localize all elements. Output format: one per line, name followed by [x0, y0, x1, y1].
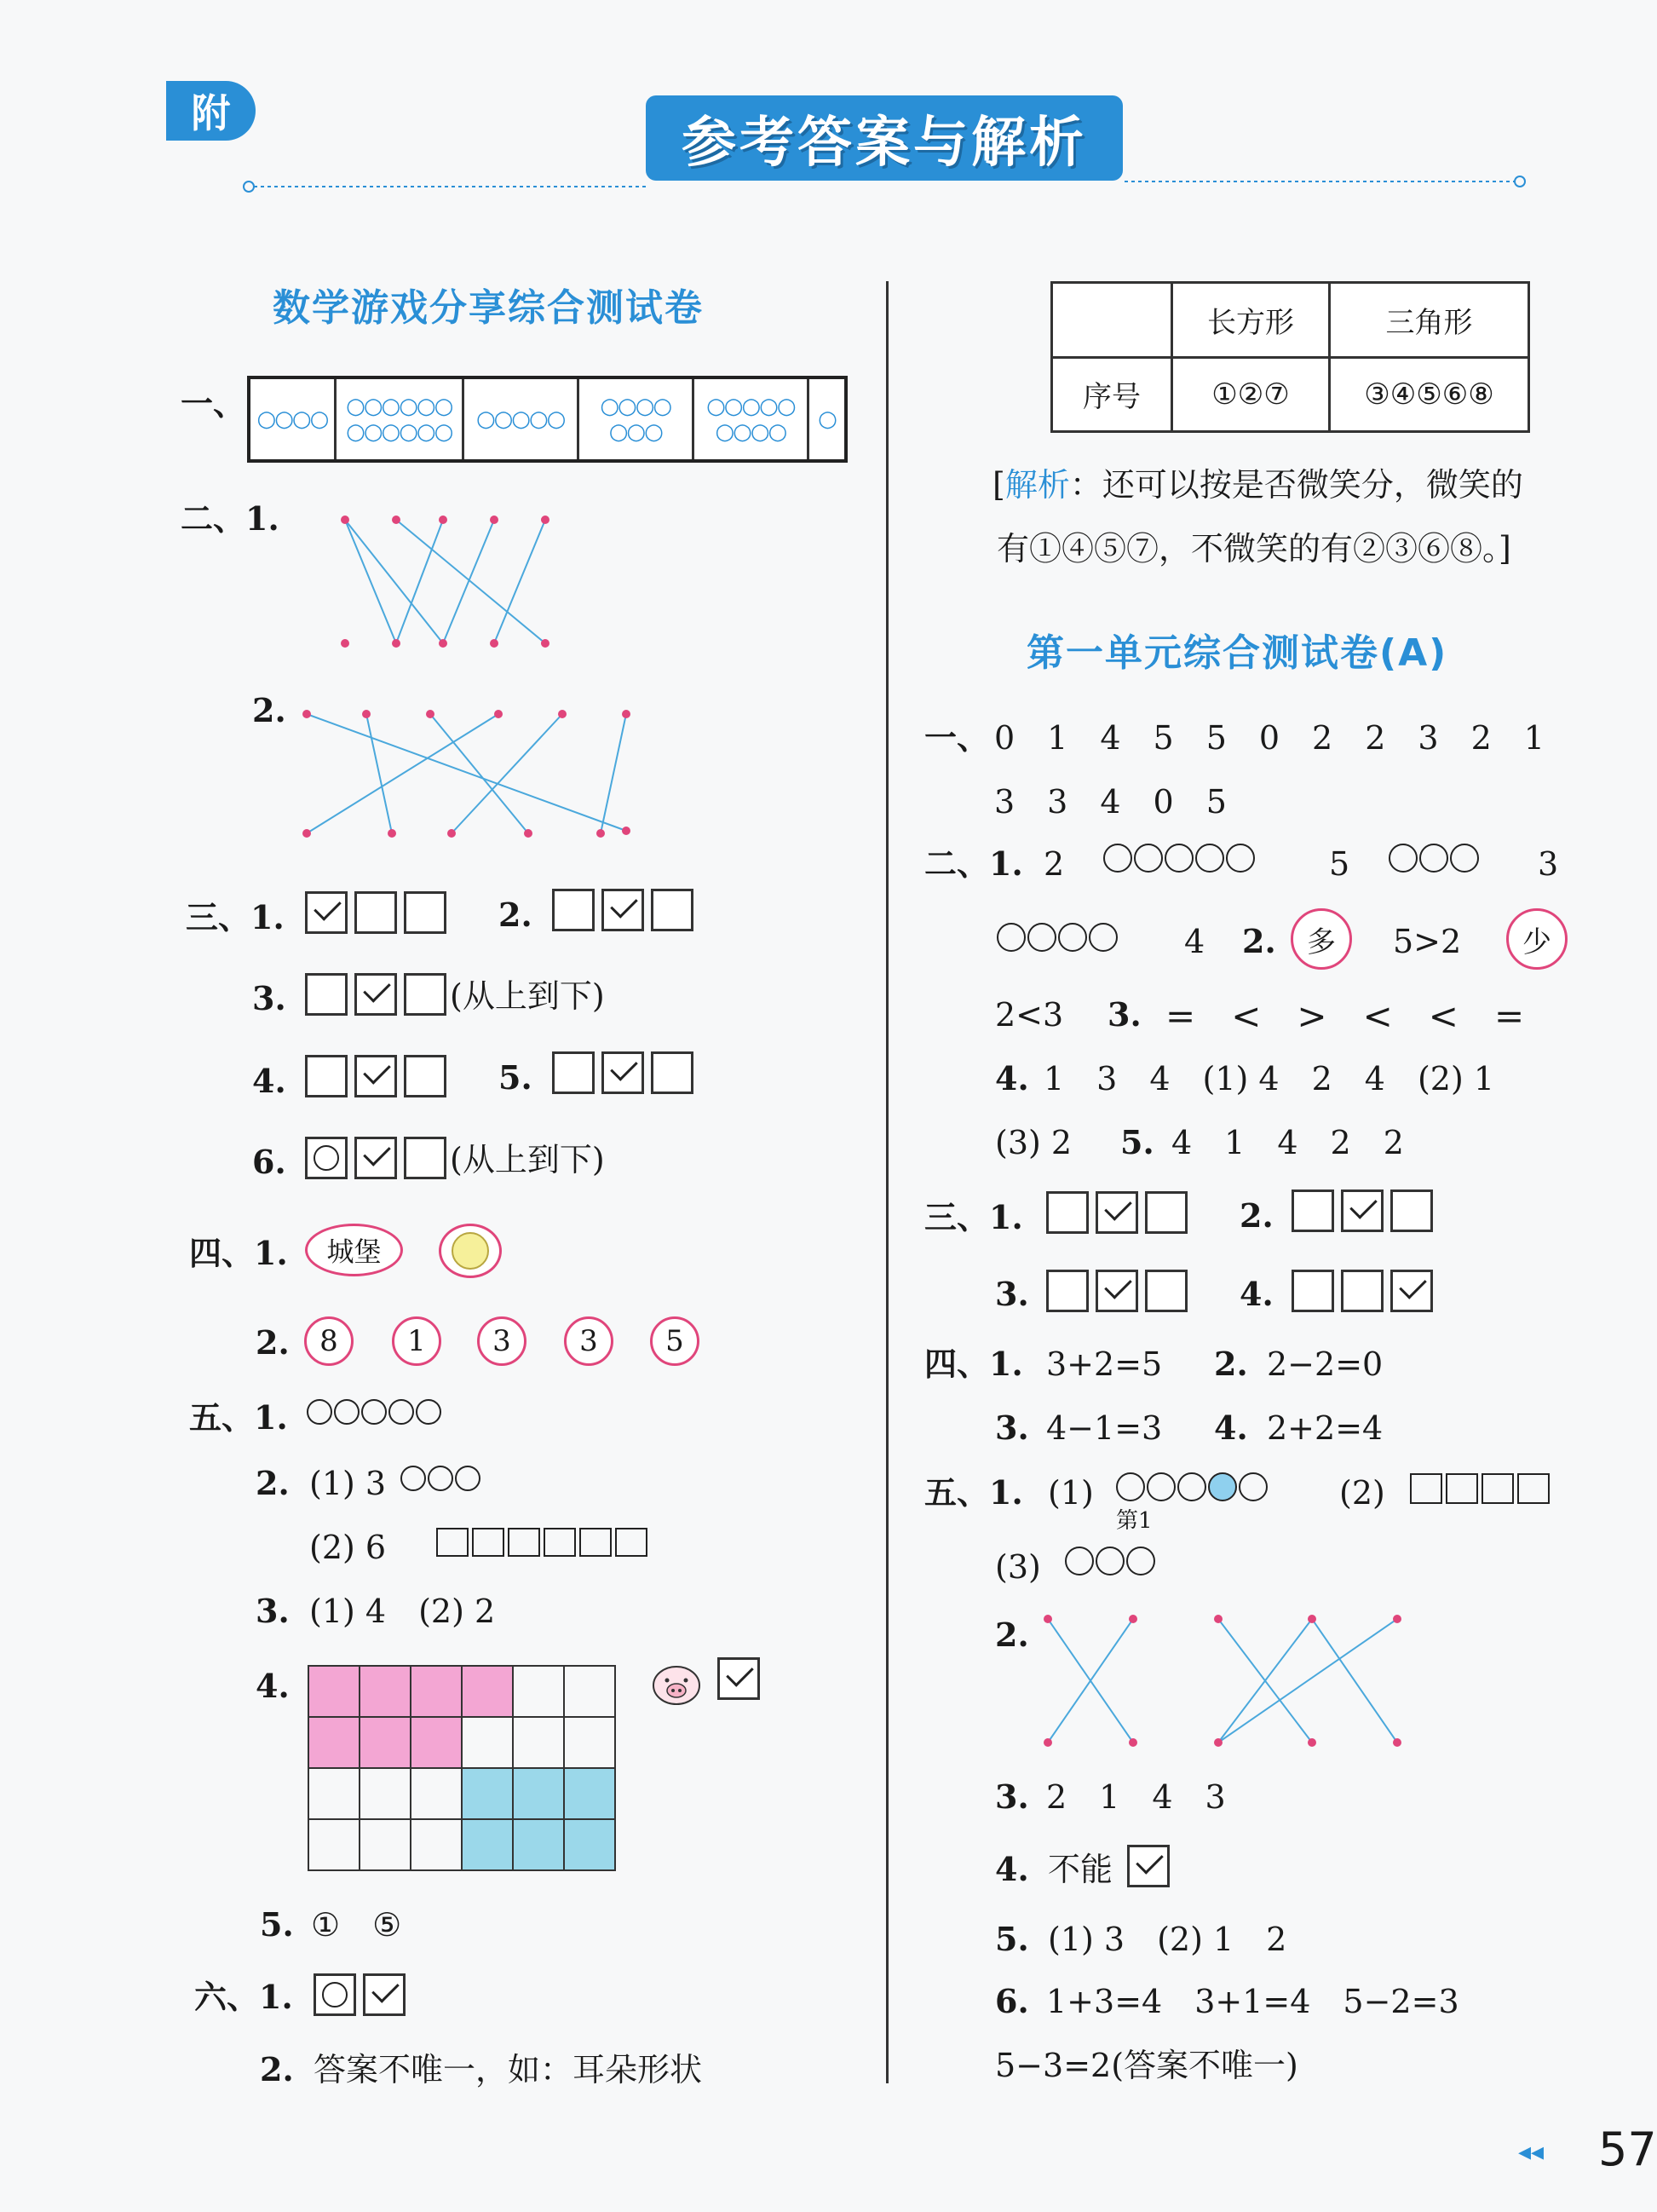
analysis-line-1: [解析：还可以按是否微笑分，微笑的	[992, 466, 1523, 504]
r2-c: 3	[1538, 845, 1559, 883]
square-icon	[1410, 1473, 1442, 1504]
q4-2-label: 2.	[256, 1323, 290, 1362]
r1-label: 一、	[924, 718, 990, 757]
q5-2-2-squares	[436, 1528, 651, 1557]
circle-icon	[1389, 844, 1418, 873]
answer-box	[305, 1055, 348, 1097]
circle-icon	[416, 1399, 441, 1425]
r2-b: 5	[1329, 845, 1350, 883]
right-section-title: 第一单元综合测试卷(A)	[1027, 631, 1448, 675]
circle-icon	[314, 1145, 339, 1171]
q2-2-matching-lines	[298, 707, 639, 852]
circle-icon	[997, 923, 1026, 952]
circle-icon	[1226, 844, 1255, 873]
circle-icon	[1419, 844, 1448, 873]
r4-4-label: 4.	[1214, 1408, 1248, 1447]
q3-label: 三、1.	[186, 898, 285, 936]
r5-q4-label: 4.	[995, 1850, 1029, 1888]
r4-2-text: 2−2=0	[1267, 1345, 1384, 1383]
page-number: 57	[1598, 2123, 1657, 2176]
answer-box	[404, 891, 446, 934]
square-icon	[544, 1528, 576, 1557]
q1-cell: ○○○○○○ ○○○○○○	[337, 379, 464, 459]
r5-1-label: (1)	[1048, 1474, 1094, 1512]
q4-2-oval: 3	[564, 1316, 613, 1366]
sorting-table	[1050, 281, 1530, 433]
q5-2-1-circles	[400, 1466, 482, 1491]
circle-icon-filled	[1208, 1472, 1237, 1501]
r3-4-label: 4.	[1240, 1275, 1274, 1313]
circle-icon	[1177, 1472, 1206, 1501]
moon-oval	[439, 1224, 502, 1278]
square-icon	[508, 1528, 540, 1557]
q3-5-label: 5.	[498, 1058, 532, 1097]
r2-5a: (3) 2	[995, 1124, 1073, 1161]
square-icon	[1517, 1473, 1550, 1504]
table-row-label: 序号	[1052, 357, 1172, 432]
answer-box	[305, 1137, 348, 1179]
r1-line-1: 0 1 4 5 5 0 2 2 3 2 1	[994, 719, 1545, 757]
q2-1-matching-lines	[324, 507, 571, 652]
circle-icon	[322, 1982, 348, 2008]
table-header: 三角形	[1330, 283, 1529, 358]
r5-q6-label: 6.	[995, 1982, 1029, 2020]
square-icon	[472, 1528, 504, 1557]
q4-2-oval: 8	[304, 1316, 354, 1366]
table-corner	[1052, 283, 1172, 358]
circle-icon	[361, 1399, 387, 1425]
r5-q5-label: 5.	[995, 1920, 1029, 1958]
r2-a: 2	[1044, 845, 1065, 883]
answer-box	[305, 973, 348, 1016]
q4-2-oval: 5	[650, 1316, 699, 1366]
r4-label: 四、1.	[924, 1345, 1023, 1383]
answer-box	[552, 1051, 595, 1094]
circle-icon	[1096, 1547, 1125, 1575]
circle-icon	[1165, 844, 1194, 873]
circle-icon	[1147, 1472, 1176, 1501]
square-icon	[1446, 1473, 1478, 1504]
q2-2-label: 2.	[252, 691, 286, 729]
q1-cell: ○○○○	[250, 379, 337, 459]
r3-3-label: 3.	[995, 1275, 1029, 1313]
r5-q4-text: 不能	[1048, 1851, 1113, 1888]
circle-icon	[1027, 923, 1056, 952]
r5-2-label: (2)	[1339, 1474, 1385, 1512]
circle-icon	[334, 1399, 360, 1425]
answer-box	[314, 1973, 356, 2016]
answer-box	[651, 889, 693, 931]
moon-icon	[452, 1232, 489, 1270]
r5-q2-label: 2.	[995, 1616, 1029, 1654]
page-title: 参考答案与解析	[646, 95, 1123, 181]
r5-q3-text: 2 1 4 3	[1046, 1778, 1226, 1816]
r3-2-label: 2.	[1240, 1196, 1274, 1235]
q1-cell: ○○○○○	[464, 379, 579, 459]
q3-2-label: 2.	[498, 896, 532, 934]
answer-box	[404, 973, 446, 1016]
q5-4-label: 4.	[256, 1667, 290, 1705]
answer-box	[404, 1055, 446, 1097]
circle-icon	[307, 1399, 332, 1425]
q5-2-1: (1) 3	[309, 1465, 387, 1502]
q1-circle-table	[247, 376, 848, 463]
circle-icon	[1239, 1472, 1268, 1501]
square-icon	[579, 1528, 612, 1557]
analysis-line-2: 有①④⑤⑦，不微笑的有②③⑥⑧。]	[997, 530, 1511, 567]
r2-circles-4	[997, 923, 1119, 952]
r2-label: 二、1.	[924, 844, 1023, 883]
r2-d: 4	[1184, 923, 1205, 960]
answer-box	[1341, 1270, 1384, 1312]
r2-4-label: 4.	[995, 1059, 1029, 1097]
q3-6-label: 6.	[252, 1143, 286, 1181]
answer-box	[651, 1051, 693, 1094]
circle-icon	[1450, 844, 1479, 873]
r2-5-label: 5.	[1120, 1123, 1154, 1161]
r2-2-label: 2.	[1242, 922, 1276, 960]
more-circle: 多	[1291, 908, 1352, 970]
square-icon	[1482, 1473, 1514, 1504]
q5-2-2: (2) 6	[309, 1529, 387, 1566]
circle-icon	[455, 1466, 480, 1491]
r2-cmp2: 2<3	[995, 996, 1064, 1034]
castle-oval: 城堡	[305, 1224, 403, 1276]
r3-label: 三、1.	[924, 1198, 1023, 1236]
q2-label: 二、1.	[181, 499, 279, 538]
r5-1-circles	[1116, 1472, 1269, 1501]
r5-q6-text: 1+3=4 3+1=4 5−2=3	[1046, 1983, 1459, 2020]
q5-1-circles	[307, 1399, 443, 1425]
r5-q6-text-2: 5−3=2(答案不唯一)	[995, 2047, 1298, 2084]
answer-box	[1145, 1270, 1188, 1312]
r2-circles-3	[1389, 844, 1481, 873]
bracket: [	[992, 466, 1005, 504]
left-section-title: 数学游戏分享综合测试卷	[273, 286, 704, 330]
column-divider	[886, 281, 889, 2083]
q3-3-label: 3.	[252, 979, 286, 1017]
r2-cmp1: 5>2	[1393, 923, 1462, 960]
q6-2-text: 答案不唯一，如：耳朵形状	[314, 2051, 703, 2088]
r5-q5-text: (1) 3 (2) 1 2	[1048, 1921, 1287, 1958]
r2-4-text: 1 3 4 (1) 4 2 4 (2) 1	[1044, 1060, 1495, 1097]
q4-2-oval: 3	[477, 1316, 526, 1366]
page-arrow-icon: ◂◂	[1518, 2137, 1545, 2167]
r2-3-label: 3.	[1108, 995, 1142, 1034]
answer-box	[1046, 1191, 1089, 1234]
r2-3-text: = < > < < =	[1165, 995, 1525, 1037]
q6-2-label: 2.	[260, 2050, 294, 2088]
q4-2-oval: 1	[392, 1316, 441, 1366]
r5-3-label: (3)	[995, 1548, 1041, 1586]
r2-5-text: 4 1 4 2 2	[1171, 1124, 1404, 1161]
q5-3-label: 3.	[256, 1592, 290, 1630]
answer-box	[1046, 1270, 1089, 1312]
answer-box	[1292, 1270, 1334, 1312]
answer-box	[552, 889, 595, 931]
q1-label: 一、	[181, 384, 246, 423]
r4-1: 3+2=5	[1046, 1345, 1163, 1383]
circle-icon	[1089, 923, 1118, 952]
r4-3-text: 4−1=3	[1046, 1409, 1163, 1447]
q3-6-note: (从上到下)	[450, 1141, 605, 1178]
r1-line-2: 3 3 4 0 5	[994, 783, 1227, 821]
r4-2-label: 2.	[1214, 1345, 1248, 1383]
circle-icon	[428, 1466, 453, 1491]
answer-box	[1292, 1190, 1334, 1232]
q1-cell: ○○○○ ○○○	[579, 379, 694, 459]
less-circle: 少	[1506, 908, 1568, 970]
q3-4-label: 4.	[252, 1062, 286, 1100]
r2-circles-5	[1103, 844, 1257, 873]
q1-cell: ○	[818, 406, 836, 432]
circle-icon	[1116, 1472, 1145, 1501]
r5-2-squares	[1410, 1473, 1553, 1504]
pig-icon	[650, 1662, 703, 1706]
appendix-badge: 附	[166, 81, 256, 141]
answer-box	[354, 891, 397, 934]
q5-label: 五、1.	[189, 1398, 288, 1437]
q5-4-color-grid	[308, 1666, 615, 1870]
answer-box	[404, 1137, 446, 1179]
r4-3-label: 3.	[995, 1408, 1029, 1447]
table-cell: ①②⑦	[1172, 357, 1330, 432]
table-header: 长方形	[1172, 283, 1330, 358]
r5-3-circles	[1065, 1547, 1157, 1575]
r5-first-label: 第1	[1116, 1508, 1153, 1534]
q3-3-note: (从上到下)	[450, 977, 605, 1015]
bracket: ]	[1499, 530, 1511, 567]
square-icon	[436, 1528, 469, 1557]
circle-icon	[1065, 1547, 1094, 1575]
square-icon	[615, 1528, 647, 1557]
r5-q3-label: 3.	[995, 1777, 1029, 1816]
analysis-label: 解析	[1004, 466, 1070, 504]
circle-icon	[1195, 844, 1224, 873]
q5-2-label: 2.	[256, 1464, 290, 1502]
q4-label: 四、1.	[189, 1234, 288, 1272]
table-cell: ③④⑤⑥⑧	[1330, 357, 1529, 432]
r5-label: 五、1.	[924, 1473, 1023, 1512]
q5-3-text: (1) 4 (2) 2	[309, 1593, 496, 1630]
r4-4-text: 2+2=4	[1267, 1409, 1384, 1447]
answer-box	[1145, 1191, 1188, 1234]
q5-5-label: 5.	[260, 1905, 294, 1944]
answer-box	[1390, 1190, 1433, 1232]
r5-q2-matching-lines	[1039, 1606, 1414, 1751]
circle-icon	[400, 1466, 426, 1491]
circle-icon	[388, 1399, 414, 1425]
circle-icon	[1103, 844, 1132, 873]
circle-icon	[1058, 923, 1087, 952]
q5-5-text: ① ⑤	[311, 1906, 402, 1944]
circle-icon	[1134, 844, 1163, 873]
circle-icon	[1126, 1547, 1155, 1575]
q6-label: 六、1.	[194, 1978, 293, 2016]
q1-cell: ○○○○○ ○○○○	[694, 379, 809, 459]
